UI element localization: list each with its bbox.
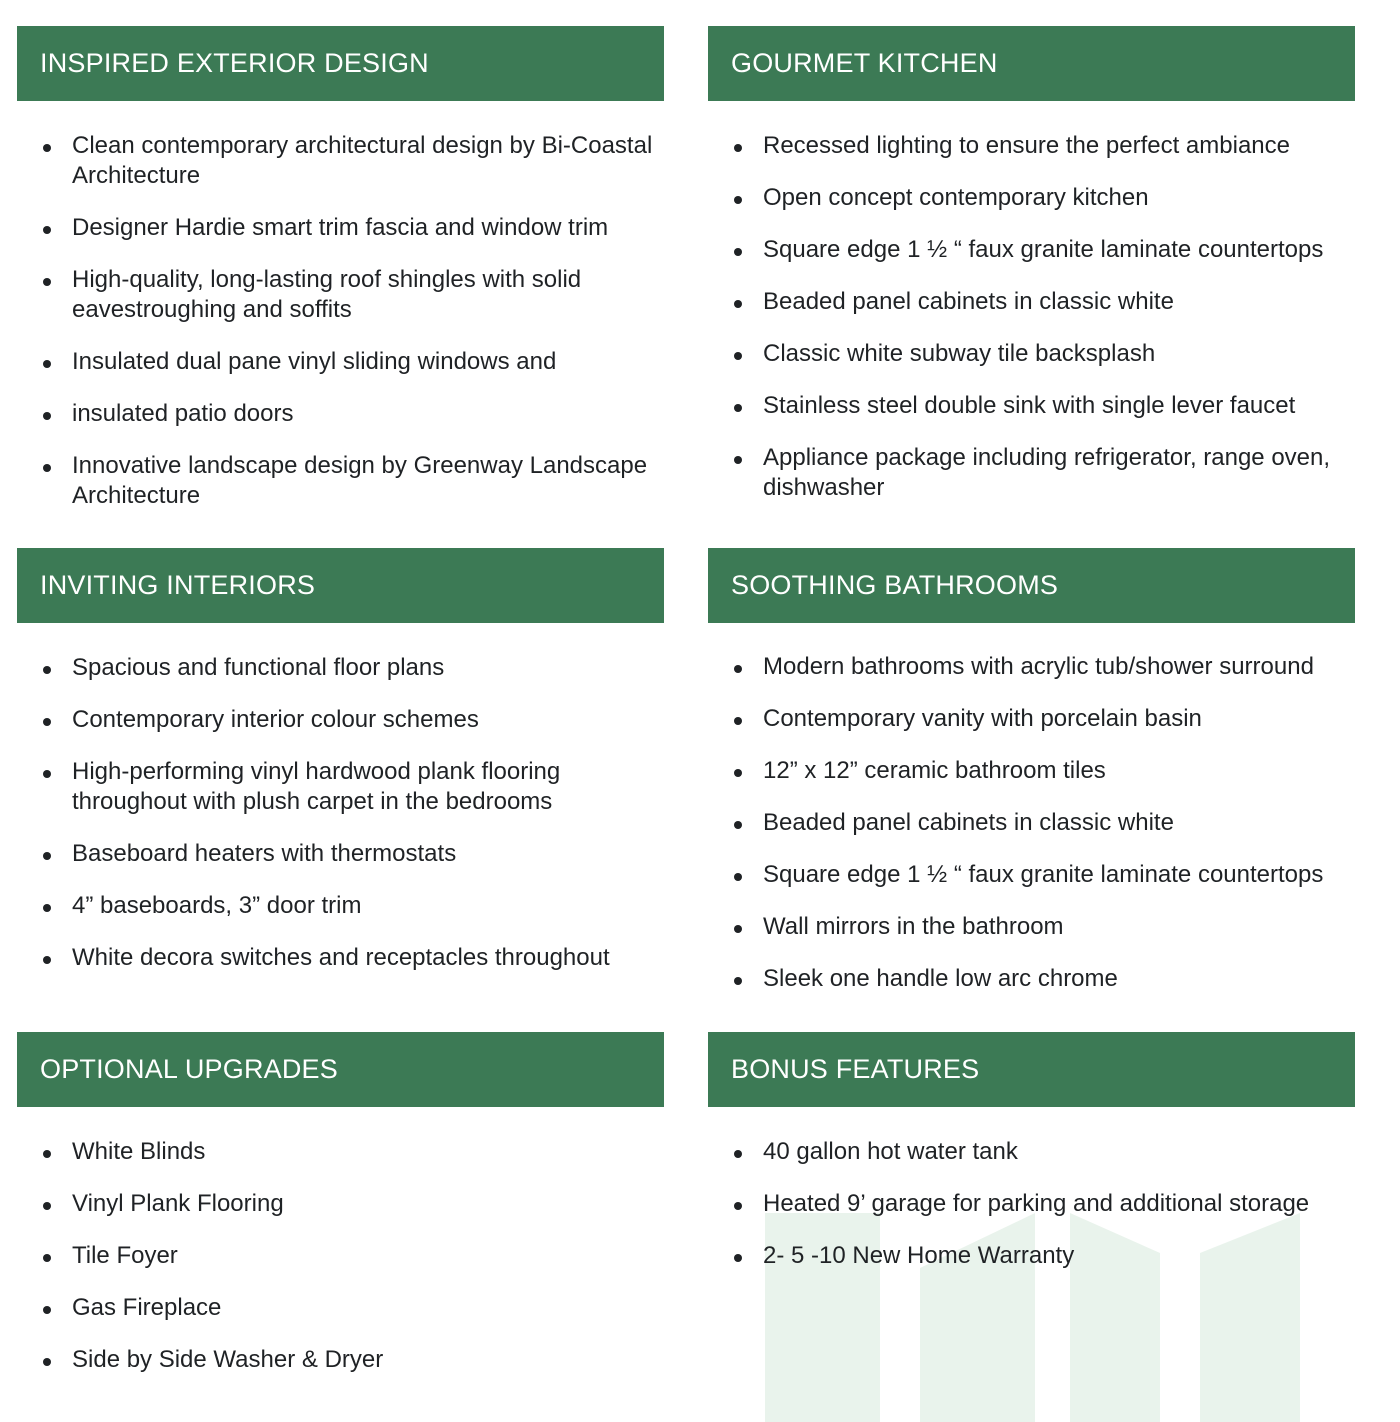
section-gourmet-kitchen [708, 26, 1355, 525]
section-title: INVITING INTERIORS [17, 548, 664, 623]
list-item: Clean contemporary architectural design by Bi-Coastal Architecture [17, 131, 664, 191]
section-title: BONUS FEATURES [708, 1032, 1355, 1107]
feature-list [17, 101, 664, 511]
list-item: Recessed lighting to ensure the perfect ambiance [708, 131, 1355, 161]
list-item: Innovative landscape design by Greenway Landscape Architecture [17, 451, 664, 511]
list-item: insulated patio doors [17, 399, 664, 429]
list-item: Stainless steel double sink with single lever faucet [708, 391, 1355, 421]
list-item: Side by Side Washer & Dryer [17, 1345, 664, 1375]
list-item: 12” x 12” ceramic bathroom tiles [708, 756, 1355, 786]
section-soothing-bathrooms [708, 548, 1355, 1016]
list-item: Modern bathrooms with acrylic tub/shower surround [708, 652, 1355, 682]
section-title: GOURMET KITCHEN [708, 26, 1355, 101]
list-item: Gas Fireplace [17, 1293, 664, 1323]
list-item: Heated 9’ garage for parking and additional storage [708, 1189, 1355, 1219]
list-item: Designer Hardie smart trim fascia and window trim [17, 213, 664, 243]
list-item: High-performing vinyl hardwood plank flooring throughout with plush carpet in the bedrooms [17, 757, 664, 817]
section-title: SOOTHING BATHROOMS [708, 548, 1355, 623]
list-item: Appliance package including refrigerator, range oven, dishwasher [708, 443, 1355, 503]
list-item: Contemporary interior colour schemes [17, 705, 664, 735]
section-title: OPTIONAL UPGRADES [17, 1032, 664, 1107]
list-item: Vinyl Plank Flooring [17, 1189, 664, 1219]
list-item: Wall mirrors in the bathroom [708, 912, 1355, 942]
list-item: Beaded panel cabinets in classic white [708, 287, 1355, 317]
list-item: Square edge 1 ½ “ faux granite laminate countertops [708, 235, 1355, 265]
section-optional-upgrades [17, 1032, 664, 1397]
section-exterior-design [17, 26, 664, 533]
list-item: High-quality, long-lasting roof shingles with solid eavestroughing and soffits [17, 265, 664, 325]
list-item: White Blinds [17, 1137, 664, 1167]
section-title: INSPIRED EXTERIOR DESIGN [17, 26, 664, 101]
list-item: Classic white subway tile backsplash [708, 339, 1355, 369]
list-item: White decora switches and receptacles throughout [17, 943, 664, 973]
list-item: Insulated dual pane vinyl sliding windows and [17, 347, 664, 377]
list-item: Square edge 1 ½ “ faux granite laminate countertops [708, 860, 1355, 890]
list-item: Sleek one handle low arc chrome [708, 964, 1355, 994]
list-item: 2- 5 -10 New Home Warranty [708, 1241, 1355, 1271]
feature-list [17, 1107, 664, 1375]
list-item: Baseboard heaters with thermostats [17, 839, 664, 869]
list-item: 4” baseboards, 3” door trim [17, 891, 664, 921]
list-item: 40 gallon hot water tank [708, 1137, 1355, 1167]
feature-list [708, 623, 1355, 994]
list-item: Contemporary vanity with porcelain basin [708, 704, 1355, 734]
feature-list [708, 1107, 1355, 1271]
list-item: Tile Foyer [17, 1241, 664, 1271]
feature-list [708, 101, 1355, 503]
section-bonus-features [708, 1032, 1355, 1293]
list-item: Open concept contemporary kitchen [708, 183, 1355, 213]
list-item: Beaded panel cabinets in classic white [708, 808, 1355, 838]
section-inviting-interiors [17, 548, 664, 995]
list-item: Spacious and functional floor plans [17, 653, 664, 683]
feature-list [17, 623, 664, 973]
